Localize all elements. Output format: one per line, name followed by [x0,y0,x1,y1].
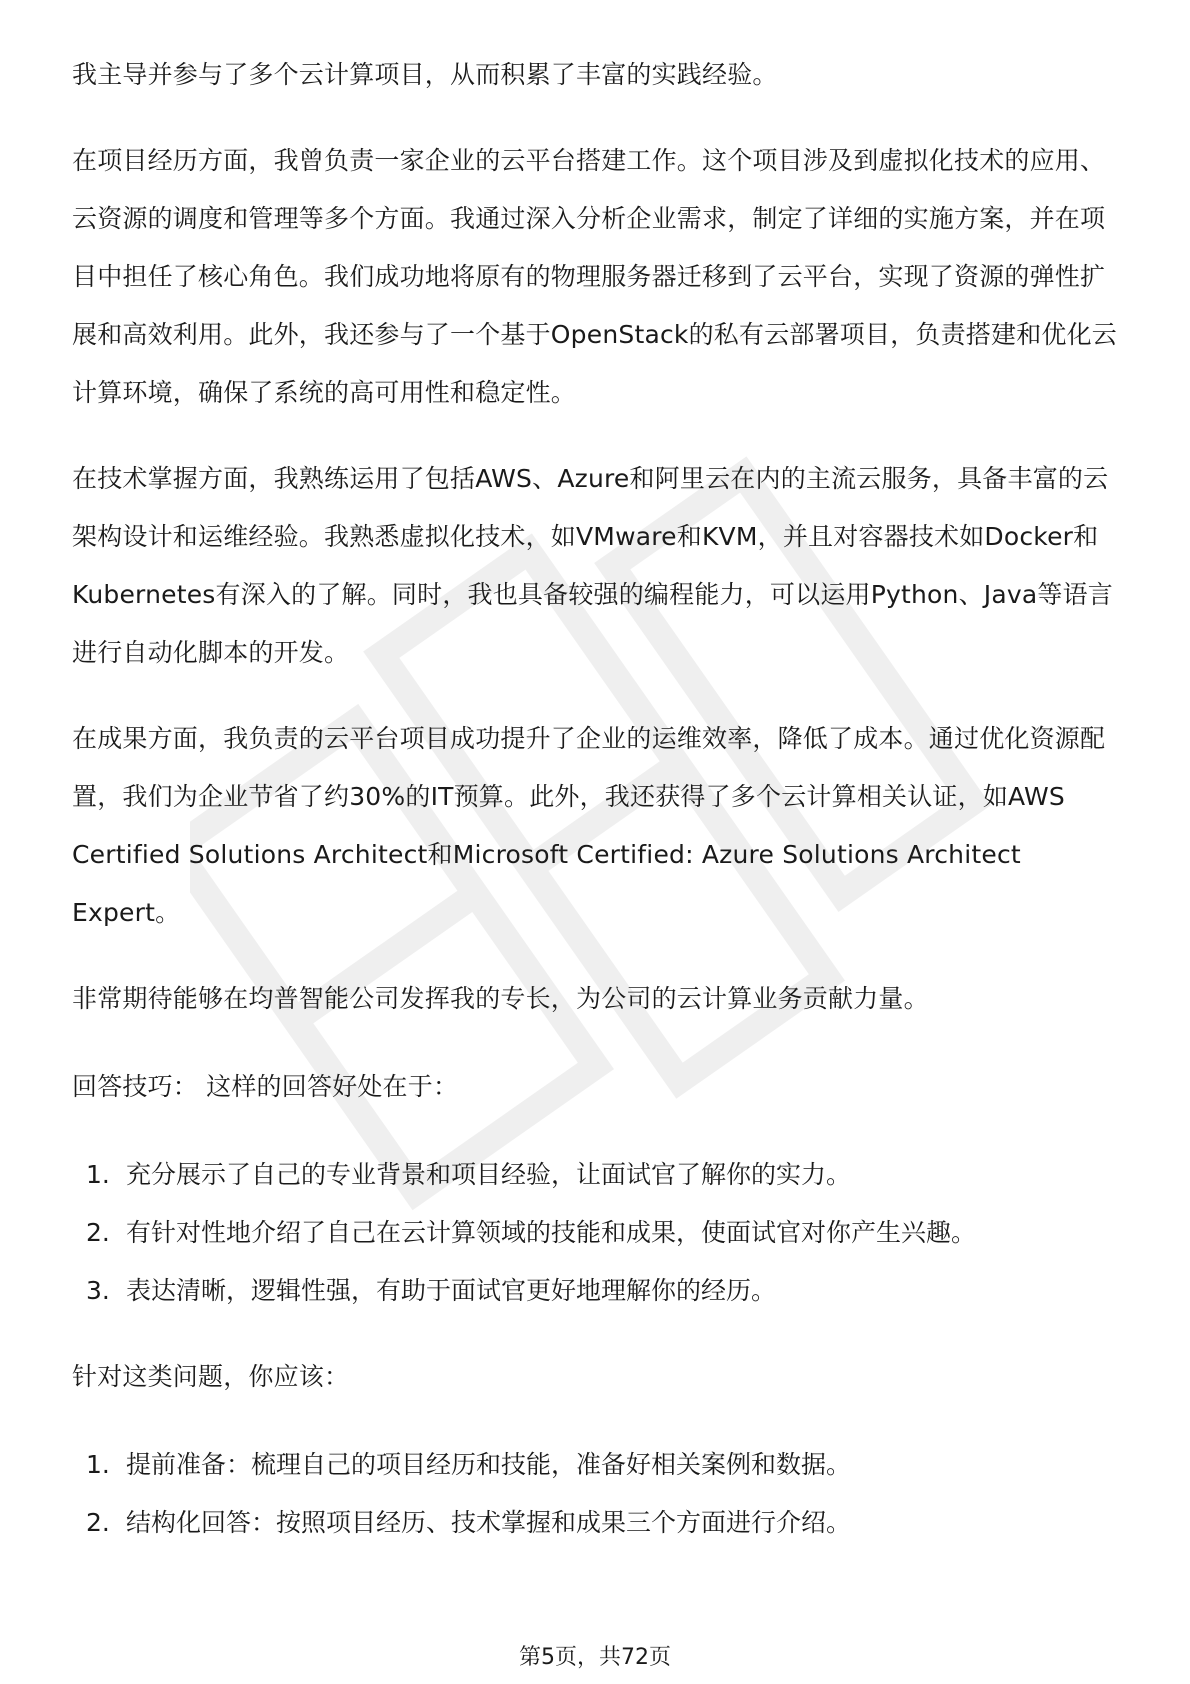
list-item-text: 结构化回答：按照项目经历、技术掌握和成果三个方面进行介绍。 [126,1508,852,1537]
list-item-text: 表达清晰，逻辑性强，有助于面试官更好地理解你的经历。 [126,1276,777,1305]
advice-heading: 针对这类问题，你应该： [72,1362,350,1391]
paragraph-technical-skills: 在技术掌握方面，我熟练运用了包括AWS、Azure和阿里云在内的主流云服务，具备丰富的云架构设计和运维经验。我熟悉虚拟化技术，如VMware和KVM，并且对容器技术如Docker和Kubernetes有深入的了解。同时，我也具备较强的编程能力，可以运用Python、Java等语言进行自动化脚本的开发。 [72,464,1113,667]
list-item [72,1436,1122,1494]
page-number: 第5页，共72页 [519,1645,671,1670]
list-item [72,1262,1122,1320]
paragraph-closing: 非常期待能够在均普智能公司发挥我的专长，为公司的云计算业务贡献力量。 [72,984,929,1013]
tips-heading: 回答技巧： 这样的回答好处在于： [72,1072,459,1101]
tips-list [72,1146,1122,1320]
paragraph-project-experience: 在项目经历方面，我曾负责一家企业的云平台搭建工作。这个项目涉及到虚拟化技术的应用、云资源的调度和管理等多个方面。我通过深入分析企业需求，制定了详细的实施方案，并在项目中担任了核心角色。我们成功地将原有的物理服务器迁移到了云平台，实现了资源的弹性扩展和高效利用。此外，我还参与了一个基于OpenStack的私有云部署项目，负责搭建和优化云计算环境，确保了系统的高可用性和稳定性。 [72,146,1117,407]
list-number: 2. [86,1218,110,1247]
paragraph-intro: 我主导并参与了多个云计算项目，从而积累了丰富的实践经验。 [72,60,778,89]
list-number: 2. [86,1508,110,1537]
page-footer [0,1640,1190,1671]
list-number: 1. [86,1450,110,1479]
list-number: 3. [86,1276,110,1305]
main-content [72,46,1122,1580]
paragraph-achievements: 在成果方面，我负责的云平台项目成功提升了企业的运维效率，降低了成本。通过优化资源配置，我们为企业节省了约30%的IT预算。此外，我还获得了多个云计算相关认证，如AWS Certified Solutions Architect和Microsoft Certified: Azure Solutions Architect Expert。 [72,724,1106,927]
advice-list [72,1436,1122,1552]
list-item-text: 提前准备：梳理自己的项目经历和技能，准备好相关案例和数据。 [126,1450,852,1479]
list-item-text: 有针对性地介绍了自己在云计算领域的技能和成果，使面试官对你产生兴趣。 [126,1218,977,1247]
list-item-text: 充分展示了自己的专业背景和项目经验，让面试官了解你的实力。 [126,1160,852,1189]
list-item [72,1204,1122,1262]
list-number: 1. [86,1160,110,1189]
list-item [72,1146,1122,1204]
list-item [72,1494,1122,1552]
